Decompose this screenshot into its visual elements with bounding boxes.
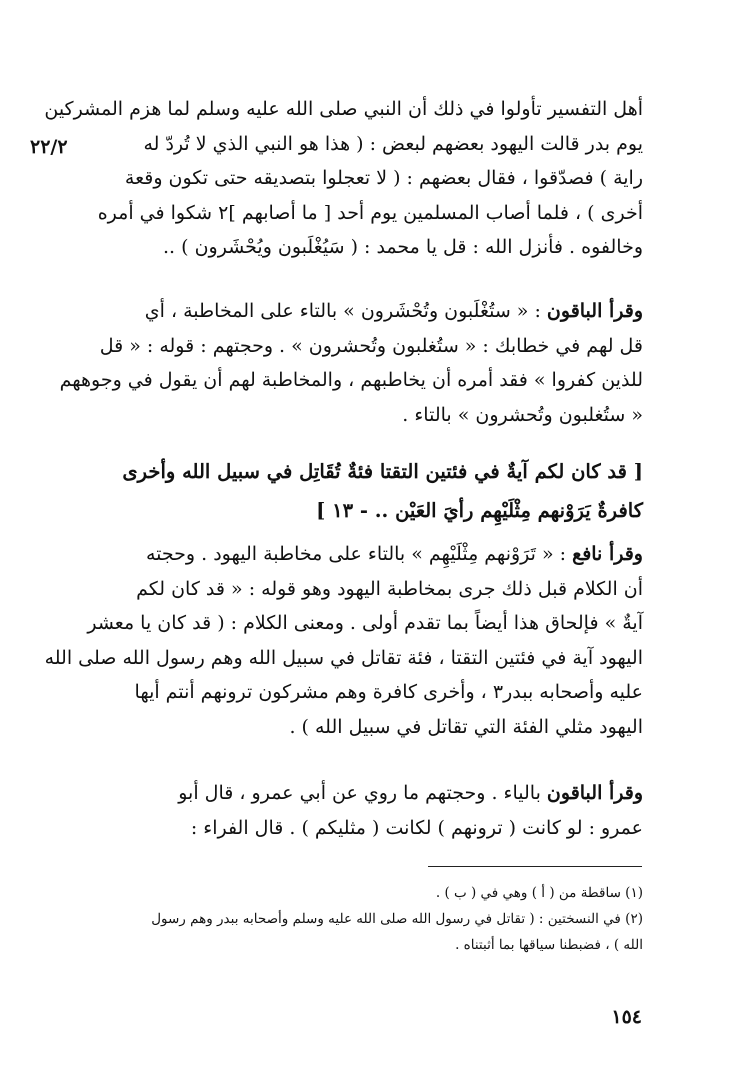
text-line: عمرو : لو كانت ( ترونهم ) لكانت ( مثليكم ) . قال الفراء : — [190, 816, 643, 839]
text-line: للذين كفروا » فقد أمره أن يخاطبهم ، والمخاطبة لهم أن يقول في وجوههم — [59, 369, 643, 392]
text-line — [115, 537, 643, 572]
verse-line: كافرةٌ يَرَوْنهم مِثْلَيْهِم رأيَ العَيْن .. - ١٣ ] — [316, 499, 643, 522]
margin-reference: ٢٢/٢ — [30, 136, 68, 158]
text-line: اليهود آية في فئتين التقتا ، فئة تقاتل في سبيل الله وهم رسول الله صلى الله — [44, 646, 643, 669]
paragraph-3 — [44, 537, 643, 745]
verse-line: [ قد كان لكم آيةٌ في فئتين التقتا فئةٌ تُقَاتِل في سبيل الله وأخرى — [122, 460, 643, 483]
quran-verse — [115, 452, 643, 530]
text-line: « ستُغلبون وتُحشرون » بالتاء . — [402, 403, 643, 426]
line-text: : « تَرَوْنهم مِثْلَيْهِم » بالتاء على مخاطبة اليهود . وحجته — [145, 543, 573, 565]
footnote: الله ) ، فضبطنا سياقها بما أثبتناه . — [455, 937, 643, 953]
text-line: يوم بدر قالت اليهود بعضهم لبعض : ( هذا هو النبي الذي لا تُردّ له — [143, 132, 643, 155]
text-line: عليه وأصحابه ببدر٣ ، وأخرى كافرة وهم مشركون ترونهم أنتم أيها — [134, 681, 643, 704]
paragraph-lead: وقرأ نافع — [572, 543, 643, 565]
text-line: وخالفوه . فأنزل الله : قل يا محمد : ( سَيُغْلَبون ويُحْشَرون ) .. — [163, 236, 643, 259]
footnotes — [96, 880, 643, 958]
paragraph-lead: وقرأ الباقون — [546, 300, 643, 322]
text-line: قل لهم في خطابك : « ستُغلبون وتُحشرون » . وحجتهم : قوله : « قل — [99, 334, 643, 357]
line-text: بالياء . وحجتهم ما روي عن أبي عمرو ، قال أبو — [178, 782, 547, 804]
text-line — [115, 294, 643, 329]
text-line — [115, 776, 643, 811]
paragraph-4 — [115, 776, 643, 845]
text-line: أن الكلام قبل ذلك جرى بمخاطبة اليهود وهو قوله : « قد كان لكم — [136, 577, 643, 600]
footnote: (١) ساقطة من ( أ ) وهي في ( ب ) . — [435, 885, 643, 901]
text-line: راية ) فصدّقوا ، فقال بعضهم : ( لا تعجلوا بتصديقه حتى تكون وقعة — [124, 167, 643, 190]
paragraph-lead: وقرأ الباقون — [546, 782, 643, 804]
text-line: أهل التفسير تأولوا في ذلك أن النبي صلى الله عليه وسلم لما هزم المشركين — [44, 98, 643, 120]
text-line: أخرى ) ، فلما أصاب المسلمين يوم أحد [ ما أصابهم ]٢ شكوا في أمره — [97, 201, 643, 224]
footnote: (٢) في النسختين : ( تقاتل في رسول الله صلى الله عليه وسلم وأصحابه ببدر وهم رسول — [151, 911, 643, 927]
text-line: آيةٌ » فإلحاق هذا أيضاً بما تقدم أولى . ومعنى الكلام : ( قد كان يا معشر — [87, 612, 643, 635]
page-number: ١٥٤ — [611, 1006, 642, 1028]
text-line: اليهود مثلي الفئة التي تقاتل في سبيل الله ) . — [289, 715, 643, 738]
line-text: : « ستُغْلَبون وتُحْشَرون » بالتاء على المخاطبة ، أي — [144, 300, 547, 322]
paragraph-2 — [59, 294, 643, 432]
footnote-divider — [428, 866, 642, 867]
